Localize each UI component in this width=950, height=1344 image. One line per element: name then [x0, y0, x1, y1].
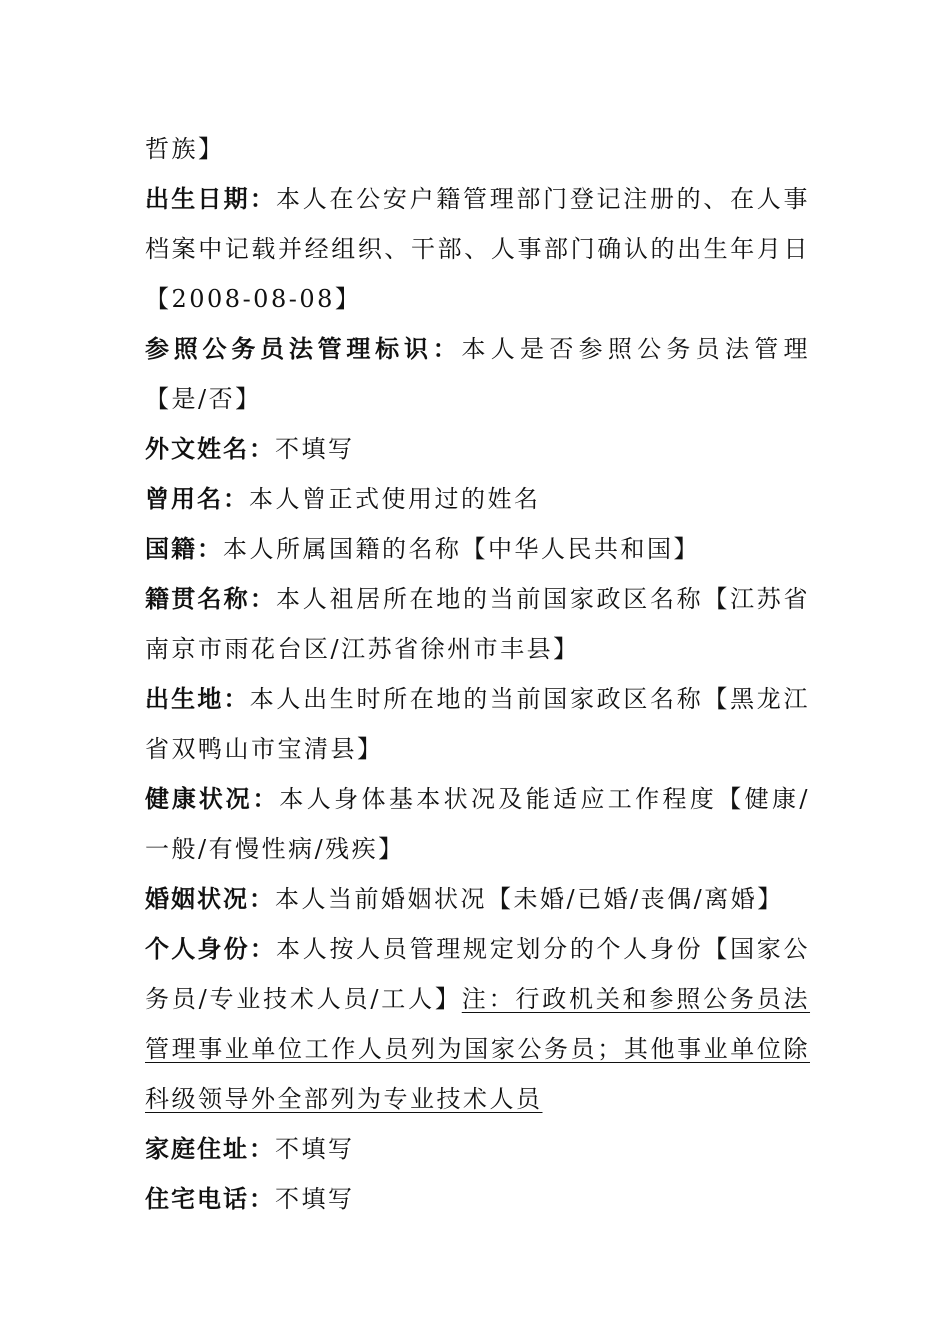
entry-term: 参照公务员法管理标识：: [145, 335, 462, 363]
entry-text: 不填写: [275, 1135, 355, 1163]
entry-term: 家庭住址：: [145, 1135, 275, 1163]
entry-text: 本人身体基本状况及能适应工作程度【健康/一般/有慢性病/残疾】: [145, 785, 810, 863]
entry-birth-date: [145, 174, 810, 324]
entry-term: 健康状况：: [145, 785, 280, 813]
entry-former-name: [145, 474, 810, 524]
entry-term: 外文姓名：: [145, 435, 275, 463]
document-body: [145, 124, 810, 1224]
entry-text: 本人出生时所在地的当前国家政区名称【黑龙江省双鸭山市宝清县】: [145, 685, 810, 763]
entry-text: 本人曾正式使用过的姓名: [249, 485, 541, 513]
entry-text: 哲族】: [145, 135, 225, 163]
entry-note: 注：行政机关和参照公务员法管理事业单位工作人员列为国家公务员；其他事业单位除科级领导外全部列为专业技术人员: [145, 985, 811, 1113]
entry-birthplace: [145, 674, 810, 774]
entry-foreign-name: [145, 424, 810, 474]
entry-term: 出生地：: [145, 685, 250, 713]
entry-term: 出生日期：: [145, 185, 277, 213]
entry-term: 国籍：: [145, 535, 223, 563]
entry-text: 本人祖居所在地的当前国家政区名称【江苏省南京市雨花台区/江苏省徐州市丰县】: [145, 585, 811, 663]
entry-term: 个人身份：: [145, 935, 277, 963]
entry-text: 本人按人员管理规定划分的个人身份【国家公务员/专业技术人员/工人】: [145, 935, 811, 1013]
entry-text: 本人当前婚姻状况【未婚/已婚/丧偶/离婚】: [275, 885, 784, 913]
entry-text: 不填写: [275, 435, 355, 463]
entry-text: 本人所属国籍的名称【中华人民共和国】: [223, 535, 700, 563]
entry-term: 住宅电话：: [145, 1185, 275, 1213]
entry-text: 不填写: [275, 1185, 355, 1213]
entry-term: 籍贯名称：: [145, 585, 277, 613]
entry-home-address: [145, 1124, 810, 1174]
entry-text: 本人在公安户籍管理部门登记注册的、在人事档案中记载并经组织、干部、人事部门确认的出生年月日【2008-08-08】: [145, 185, 811, 313]
entry-native-place: [145, 574, 810, 674]
entry-nationality: [145, 524, 810, 574]
entry-term: 曾用名：: [145, 485, 249, 513]
entry-ethnicity-continuation: [145, 124, 810, 174]
entry-home-phone: [145, 1174, 810, 1224]
entry-health: [145, 774, 810, 874]
entry-civil-servant-flag: [145, 324, 810, 424]
entry-text: 本人是否参照公务员法管理【是/否】: [145, 335, 810, 413]
entry-personal-identity: [145, 924, 810, 1124]
entry-marital-status: [145, 874, 810, 924]
entry-term: 婚姻状况：: [145, 885, 275, 913]
